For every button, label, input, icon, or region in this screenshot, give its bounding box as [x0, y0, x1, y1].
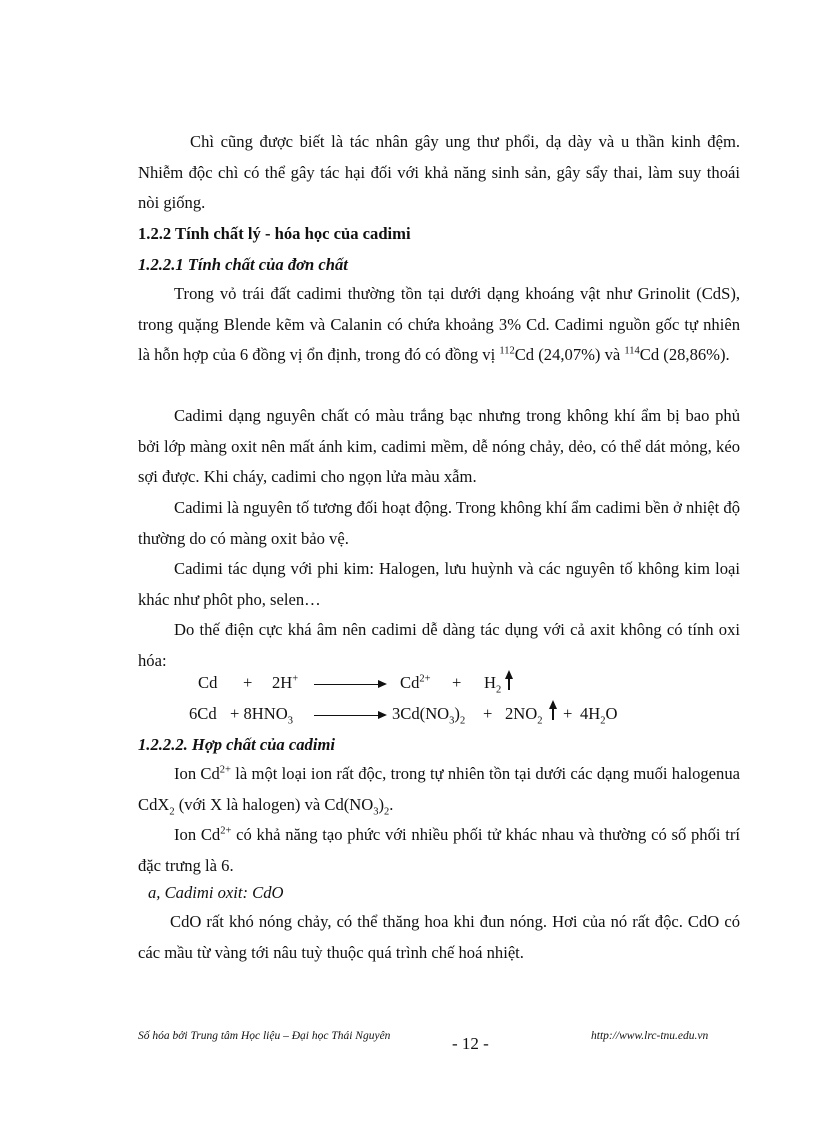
footer-source: Số hóa bởi Trung tâm Học liệu – Đại học Thái Nguyên	[138, 1030, 391, 1042]
paragraph-cadmium-physical: Cadimi dạng nguyên chất có màu trắng bạc nhưng trong không khí ẩm bị bao phủ bởi lớp màng oxit nên mất ánh kim, cadimi mềm, dễ nóng chảy, dẻo, có thể dát mỏng, kéo sợi được. Khi cháy, cadimi cho ngọn lửa màu xẫm.	[138, 406, 740, 486]
paragraph-cadmium-acids: Do thế điện cực khá âm nên cadimi dễ dàng tác dụng với cả axit không có tính oxi hóa:	[138, 620, 740, 670]
footer-url[interactable]: http://www.lrc-tnu.edu.vn	[591, 1030, 709, 1042]
paragraph-cadmium-complex: Ion $Cd^{2+}$ có khả năng tạo phức với nhiều phối tử khác nhau và thường có số phối trí đặc trưng là 6.	[138, 825, 740, 875]
reaction-arrow	[314, 684, 385, 685]
gas-arrow-icon	[552, 702, 554, 720]
document-page: Chì cũng được biết là tác nhân gây ung thư phổi, dạ dày và u thần kinh đệm. Nhiễm độc chì có thể gây tác hại đối với khả năng sinh sản, gây sẩy thai, làm suy thoái nòi giống. 1.2.2 Tính chất lý - hóa học của cadimi 1.2.2.1 Tính chất của đơn chất Trong vỏ trái đất cadimi thường tồn tại dưới dạng khoáng vật như Grinolit (CdS), trong quặng Blende kẽm và Calanin có chứa khoảng 3% Cd. Cadimi nguồn gốc tự nhiên là hỗn hợp của 6 đồng vị ổn định, trong đó có đồng vị $^{112}$Cd (24,07%) và $^{114}$Cd (28,86%). Cadimi dạng nguyên chất có màu trắng bạc nhưng trong không khí ẩm bị bao phủ bởi lớp màng oxit nên mất ánh kim, cadimi mềm, dễ nóng chảy, dẻo, có thể dát mỏng, kéo sợi được. Khi cháy, cadimi cho ngọn lửa màu xẫm. Cadimi là nguyên tố tương đối hoạt động. Trong không khí ẩm cadimi bền ở nhiệt độ thường do có màng oxit bảo vệ. Cadimi tác dụng với phi kim: Halogen, lưu huỳnh và các nguyên tố không kim loại khác như phôt pho, selen… Do thế điện cực khá âm nên cadimi dễ dàng tác dụng với cả axit không có tính oxi hóa: Cd + 2H+ $Cd^{2+}$ + $H_2$ 6Cd + $8HNO_3$ $3Cd(NO_3)_2$ + $2NO_2$ + $4H_2O$ 1.2.2.2. Hợp chất của cadimi Ion $Cd^{2+}$ là một loại ion rất độc, trong tự nhiên tồn tại dưới các dạng muối halogenua CdX$_2$ (với X là halogen) và $Cd(NO_3)_2$. Ion $Cd^{2+}$ có khả năng tạo phức với nhiều phối tử khác nhau và thường có số phối trí đặc trưng là 6. a, Cadimi oxit: CdO CdO rất khó nóng chảy, có thể thăng hoa khi đun nóng. Hơi của nó rất độc. CdO có các mầu từ vàng tới nâu tuỳ thuộc quá trình chế hoá nhiệt. Số hóa bởi Trung tâm Học liệu – Đại học Thái Nguyên - 12 - http://www.lrc-tnu.edu.vn	[0, 0, 816, 1123]
heading-cadmium-oxide: a, Cadimi oxit: CdO	[148, 883, 284, 902]
subsection-heading-1-2-2-2: 1.2.2.2. Hợp chất của cadimi	[138, 735, 335, 754]
paragraph-lead: Chì cũng được biết là tác nhân gây ung thư phổi, dạ dày và u thần kinh đệm. Nhiễm độc chì có thể gây tác hại đối với khả năng sinh sản, gây sẩy thai, làm suy thoái nòi giống.	[138, 132, 740, 212]
section-heading-1-2-2: 1.2.2 Tính chất lý - hóa học của cadimi	[138, 224, 411, 243]
reaction-arrow	[314, 715, 385, 716]
paragraph-cadmium-reactivity: Cadimi là nguyên tố tương đối hoạt động. Trong không khí ẩm cadimi bền ở nhiệt độ thường do có màng oxit bảo vệ.	[138, 498, 740, 548]
gas-arrow-icon	[508, 672, 510, 690]
paragraph-cadmium-occurrence: Trong vỏ trái đất cadimi thường tồn tại dưới dạng khoáng vật như Grinolit (CdS), trong quặng Blende kẽm và Calanin có chứa khoảng 3% Cd. Cadimi nguồn gốc tự nhiên là hỗn hợp của 6 đồng vị ổn định, trong đó có đồng vị $^{112}$Cd (24,07%) và $^{114}$Cd (28,86%).	[138, 284, 740, 364]
paragraph-cadmium-nonmetals: Cadimi tác dụng với phi kim: Halogen, lưu huỳnh và các nguyên tố không kim loại khác như phôt pho, selen…	[138, 559, 740, 609]
paragraph-cadmium-ion: Ion $Cd^{2+}$ là một loại ion rất độc, trong tự nhiên tồn tại dưới các dạng muối halogenua CdX$_2$ (với X là halogen) và $Cd(NO_3)_2$.	[138, 764, 740, 817]
page-number: - 12 -	[452, 1034, 489, 1053]
subsection-heading-1-2-2-1: 1.2.2.1 Tính chất của đơn chất	[138, 255, 348, 274]
paragraph-cadmium-oxide: CdO rất khó nóng chảy, có thể thăng hoa khi đun nóng. Hơi của nó rất độc. CdO có các mầu từ vàng tới nâu tuỳ thuộc quá trình chế hoá nhiệt.	[138, 912, 740, 962]
